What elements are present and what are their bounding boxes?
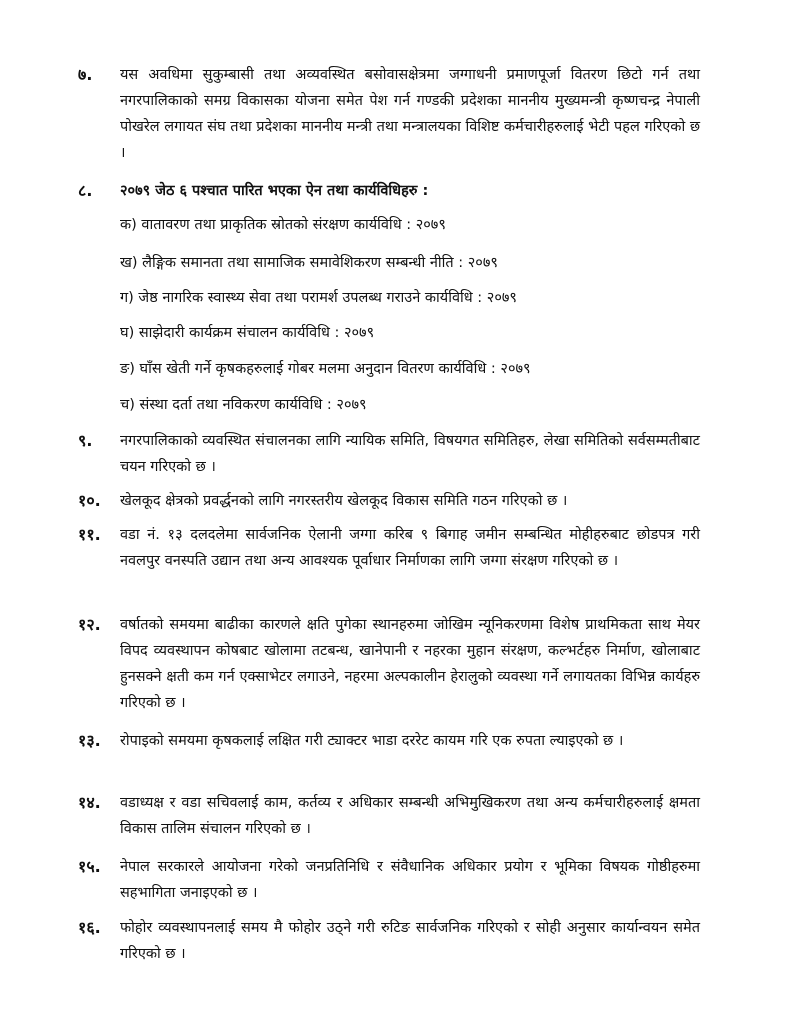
item-number: १६. (78, 918, 101, 937)
item-text: रोपाइको समयमा कृषकलाई लक्षित गरी ट्याक्टर भाडा दररेट कायम गरि एक रुपता ल्याइएको छ । (120, 733, 624, 749)
item-text: नगरपालिकाको व्यवस्थित संचालनका लागि न्यायिक समिति, विषयगत समितिहरु, लेखा समितिको सर्वसम्मतीबाट चयन गरिएको छ । (120, 433, 700, 475)
item-text: वर्षातको समयमा बाढीका कारणले क्षति पुगेका स्थानहरुमा जोखिम न्यूनिकरणमा विशेष प्राथमिकता साथ मेयर विपद व्यवस्थापन कोषबाट खोलामा तटबन्ध, खानेपानी र नहरका मुहान संरक्षण, कल्भर्टहरु निर्माण, खोलाबाट हुनसक्ने क्षती कम गर्न एक्साभेटर लगाउने, नहरमा अल्पकालीन हेरालुको व्यवस्था गर्ने लगायतका विभिन्न कार्यहरु गरिएको छ । (120, 617, 700, 711)
sub-list-item: ग) जेष्ठ नागरिक स्वास्थ्य सेवा तथा परामर्श उपलब्ध गराउने कार्यविधि : २०७९ (120, 290, 517, 306)
sub-list-item: घ) साझेदारी कार्यक्रम संचालन कार्यविधि : २०७९ (120, 325, 375, 341)
item-number: ११. (78, 525, 101, 544)
section-heading: २०७९ जेठ ६ पश्चात पारित भएका ऐन तथा कार्यविधिहरु : (120, 183, 429, 199)
item-text: वडा नं. १३ दलदलेमा सार्वजनिक ऐलानी जग्गा करिब ९ बिगाह जमीन सम्बन्धित मोहीहरुबाट छोडपत्र गरी नवलपुर वनस्पति उद्यान तथा अन्य आवश्यक पूर्वाधार निर्माणका लागि जग्गा संरक्षण गरिएको छ । (120, 527, 700, 569)
item-number: १२. (78, 615, 101, 634)
item-text: फोहोर व्यवस्थापनलाई समय मै फोहोर उठ्ने गरी रुटिङ सार्वजनिक गरिएको र सोही अनुसार कार्यान्वयन समेत गरिएको छ । (120, 920, 700, 962)
sub-list-item: ख) लैङ्गिक समानता तथा सामाजिक समावेशिकरण सम्बन्धी नीति : २०७९ (120, 255, 498, 271)
item-text: नेपाल सरकारले आयोजना गरेको जनप्रतिनिधि र संवैधानिक अधिकार प्रयोग र भूमिका विषयक गोष्ठीहरुमा सहभागिता जनाइएको छ । (120, 859, 700, 901)
item-number: १०. (78, 491, 101, 510)
item-text: खेलकूद क्षेत्रको प्रवर्द्धनको लागि नगरस्तरीय खेलकूद विकास समिति गठन गरिएको छ । (120, 493, 568, 509)
item-text: वडाध्यक्ष र वडा सचिवलाई काम, कर्तव्य र अधिकार सम्बन्धी अभिमुखिकरण तथा अन्य कर्मचारीहरुलाई क्षमता विकास तालिम संचालन गरिएको छ । (120, 795, 700, 837)
sub-list-item: ङ) घाँस खेती गर्ने कृषकहरुलाई गोबर मलमा अनुदान वितरण कार्यविधि : २०७९ (120, 361, 531, 377)
item-number: १३. (78, 731, 101, 750)
item-number: ९. (78, 431, 93, 450)
sub-list-item: च) संस्था दर्ता तथा नविकरण कार्यविधि : २०७९ (120, 397, 367, 413)
item-number: ७. (78, 65, 93, 84)
item-text: यस अवधिमा सुकुम्बासी तथा अव्यवस्थित बसोवासक्षेत्रमा जग्गाधनी प्रमाणपूर्जा वितरण छिटो गर्न तथा नगरपालिकाको समग्र विकासका योजना समेत पेश गर्न गण्डकी प्रदेशका माननीय मुख्यमन्त्री कृष्णचन्द्र नेपाली पोखरेल लगायत संघ तथा प्रदेशका माननीय मन्त्री तथा मन्त्रालयका विशिष्ट कर्मचारीहरुलाई भेटी पहल गरिएको छ । (120, 67, 700, 161)
item-number: १४. (78, 793, 101, 812)
item-number: १५. (78, 857, 101, 876)
sub-list-item: क) वातावरण तथा प्राकृतिक स्रोतको संरक्षण कार्यविधि : २०७९ (120, 217, 446, 233)
item-number: ८. (78, 181, 93, 200)
